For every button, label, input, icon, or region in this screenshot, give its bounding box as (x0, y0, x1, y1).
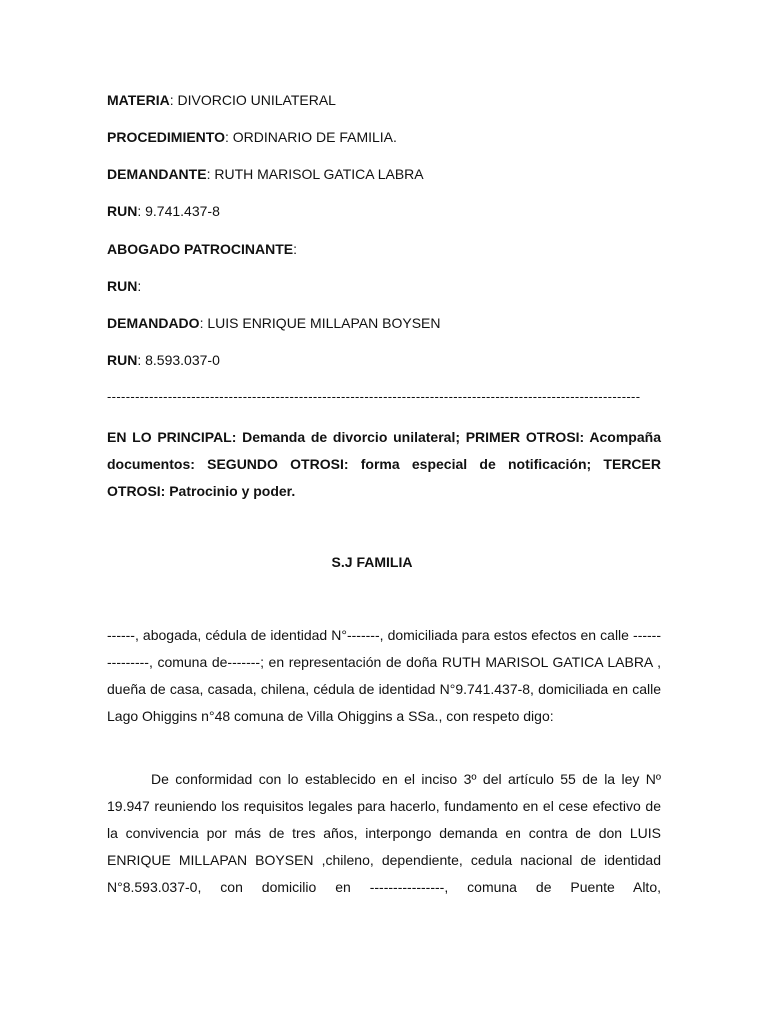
field-label: RUN (107, 278, 138, 294)
paragraph-demand: De conformidad con lo establecido en el inciso 3º del artículo 55 de la ley Nº 19.947 reuniendo los requisitos legales para hacerlo, fundamento en el cese efectivo de la convivencia por más de tres años, interpongo demanda en contra de don LUIS ENRIQUE MILLAPAN BOYSEN ,chileno, dependiente, cedula nacional de identidad N°8.593.037-0, con domicilio en ----------------, comuna de Puente Alto, (107, 771, 661, 895)
field-demandado (107, 314, 440, 332)
field-label: RUN (107, 352, 138, 368)
field-separator: : (293, 241, 298, 257)
field-run-demandado (107, 351, 220, 369)
paragraph-introduction: ------, abogada, cédula de identidad N°-------, domiciliada para estos efectos en calle ---------------, comuna de-------; en representación de doña RUTH MARISOL GATICA LABRA , dueña de casa, casada, chilena, cédula de identidad N°9.741.437-8, domiciliada en calle Lago Ohiggins n°48 comuna de Villa Ohiggins a SSa., con respeto digo: (107, 627, 661, 724)
field-value: 9.741.437-8 (145, 203, 220, 219)
field-value: LUIS ENRIQUE MILLAPAN BOYSEN (207, 315, 441, 331)
document-page (107, 0, 661, 1024)
field-separator: : (137, 203, 146, 219)
court-heading: S.J FAMILIA (331, 554, 413, 570)
field-run-abogado (107, 277, 141, 295)
field-separator: : (137, 278, 142, 294)
field-label: DEMANDANTE (107, 166, 207, 182)
dashed-separator: ------------------------------------------------------------------------------------------------------------------ (107, 389, 641, 404)
field-separator: : (169, 92, 178, 108)
principal-summary: EN LO PRINCIPAL: Demanda de divorcio unilateral; PRIMER OTROSI: Acompaña documentos: SEGUNDO OTROSI: forma especial de notificación; TERCER OTROSI: Patrocinio y poder. (107, 429, 661, 499)
field-separator: : (137, 352, 146, 368)
field-label: ABOGADO PATROCINANTE (107, 241, 294, 257)
field-value: ORDINARIO DE FAMILIA. (232, 129, 397, 145)
field-value: RUTH MARISOL GATICA LABRA (214, 166, 424, 182)
field-label: MATERIA (107, 92, 170, 108)
field-separator: : (224, 129, 233, 145)
field-separator: : (206, 166, 215, 182)
field-label: RUN (107, 203, 138, 219)
field-materia (107, 91, 336, 109)
field-label: DEMANDADO (107, 315, 200, 331)
field-separator: : (199, 315, 208, 331)
field-run-demandante (107, 202, 220, 220)
field-demandante (107, 165, 424, 183)
field-value: DIVORCIO UNILATERAL (177, 92, 336, 108)
field-procedimiento (107, 128, 397, 146)
field-abogado-patrocinante (107, 240, 297, 258)
field-value: 8.593.037-0 (145, 352, 220, 368)
field-label: PROCEDIMIENTO (107, 129, 225, 145)
